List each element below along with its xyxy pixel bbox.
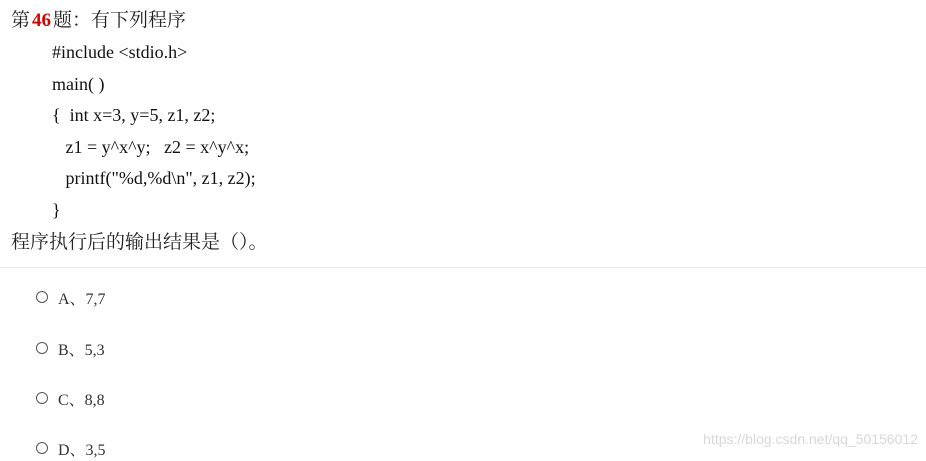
code-line: #include <stdio.h> <box>52 42 188 62</box>
radio-icon[interactable] <box>36 342 48 354</box>
question-number: 46 <box>32 10 52 31</box>
code-line: main( ) <box>52 73 105 94</box>
code-line: printf("%d,%d\n", z1, z2); <box>52 168 256 188</box>
code-line: z1 = y^x^y; z2 = x^y^x; <box>52 136 250 157</box>
watermark: https://blog.csdn.net/qq_50156012 <box>703 431 918 447</box>
code-line: { int x=3, y=5, z1, z2; <box>52 105 216 125</box>
radio-icon[interactable] <box>36 291 48 303</box>
option-c-label: C、8,8 <box>58 391 105 409</box>
question-prompt: 程序执行后的输出结果是（）。 <box>11 231 268 253</box>
option-d-label: D、3,5 <box>58 441 106 459</box>
option-c[interactable] <box>36 386 105 410</box>
divider <box>0 267 926 268</box>
question-prefix: 第 <box>11 9 31 31</box>
code-line: } <box>52 199 61 220</box>
question-title <box>11 6 186 35</box>
question-suffix: 题：有下列程序 <box>53 9 187 31</box>
option-b-label: B、5,3 <box>58 341 105 359</box>
option-a-label: A、7,7 <box>58 290 106 308</box>
option-a[interactable] <box>36 285 106 309</box>
code-block <box>52 37 256 226</box>
option-b[interactable] <box>36 336 105 360</box>
radio-icon[interactable] <box>36 392 48 404</box>
option-d[interactable] <box>36 436 106 460</box>
radio-icon[interactable] <box>36 442 48 454</box>
